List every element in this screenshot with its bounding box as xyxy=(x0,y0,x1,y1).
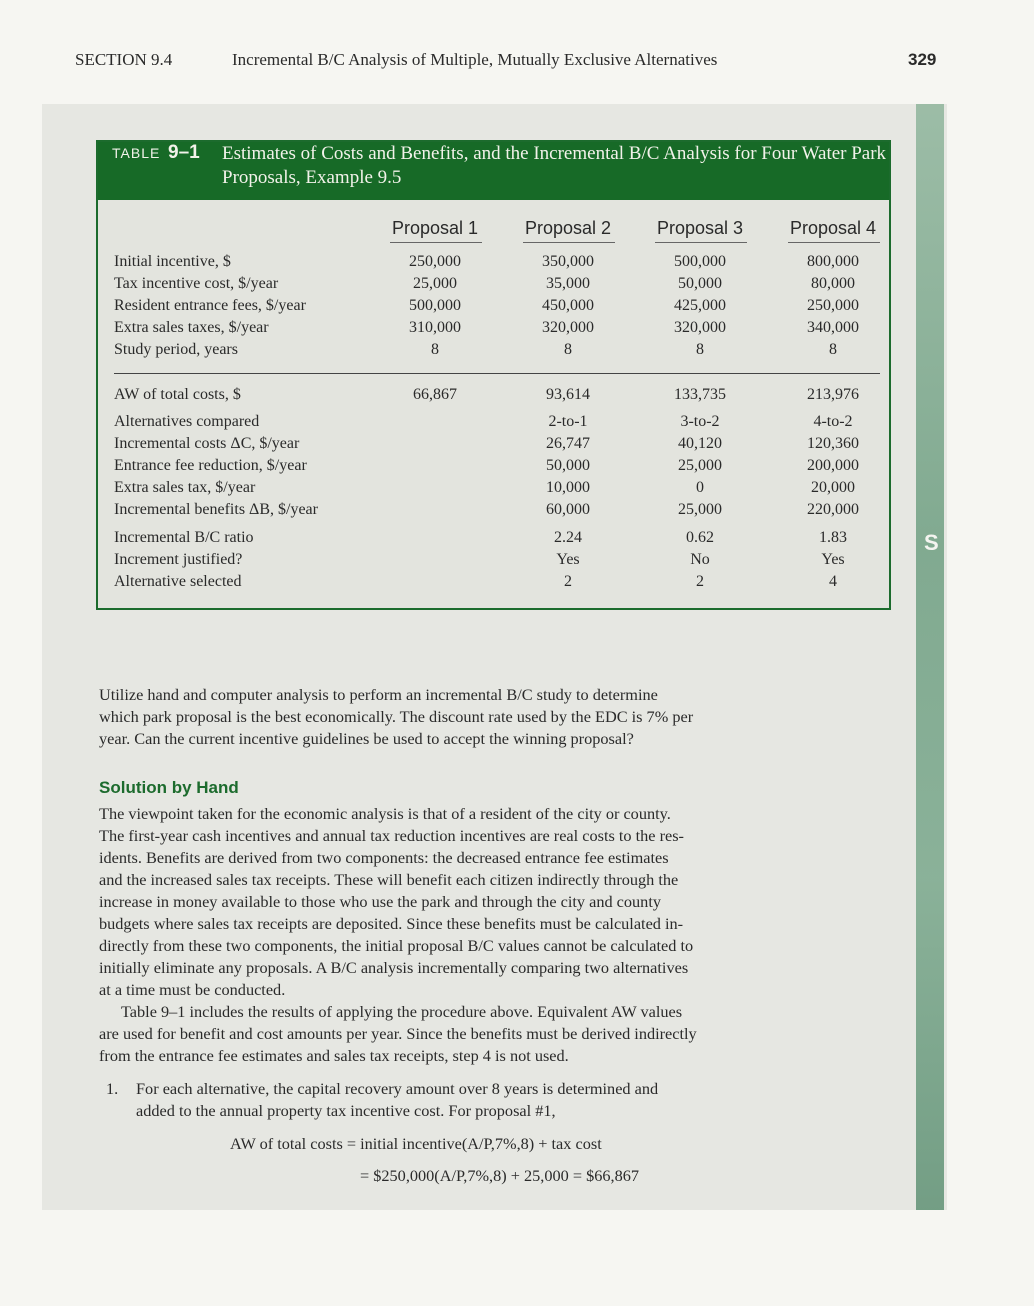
text-line: at a time must be conducted. xyxy=(99,980,286,999)
row-label: AW of total costs, $ xyxy=(114,386,241,403)
table-cell: 50,000 xyxy=(546,457,590,474)
problem-statement xyxy=(99,684,751,750)
column-header: Proposal 4 xyxy=(789,218,877,238)
running-title: Incremental B/C Analysis of Multiple, Mutually Exclusive Alternatives xyxy=(232,50,718,69)
header-underline xyxy=(523,242,615,243)
header-underline xyxy=(655,242,747,243)
row-label: Increment justified? xyxy=(114,551,243,568)
table-cell: 8 xyxy=(564,341,572,358)
table-cell: 500,000 xyxy=(409,297,461,314)
section-label: SECTION 9.4 xyxy=(75,50,173,69)
table-row xyxy=(98,253,889,275)
column-header: Proposal 2 xyxy=(524,218,612,238)
table-cell: 2.24 xyxy=(554,529,582,546)
row-label: Initial incentive, $ xyxy=(114,253,231,270)
table-cell: 3-to-2 xyxy=(680,413,720,430)
table-cell: 1.83 xyxy=(819,529,847,546)
table-cell: 2 xyxy=(696,573,704,590)
column-headers xyxy=(98,218,889,242)
table-cell: 310,000 xyxy=(409,319,461,336)
text-line: The viewpoint taken for the economic analysis is that of a resident of the city or county. xyxy=(99,804,671,823)
table-cell: 213,976 xyxy=(807,386,859,403)
table-cell: 50,000 xyxy=(678,275,722,292)
text-line: The first-year cash incentives and annual tax reduction incentives are real costs to the res- xyxy=(99,826,684,845)
row-label: Alternative selected xyxy=(114,573,242,590)
table-cell: 80,000 xyxy=(811,275,855,292)
text-line: added to the annual property tax incentive cost. For proposal #1, xyxy=(136,1101,556,1120)
solution-paragraph-2 xyxy=(99,1001,751,1067)
table-cell: 450,000 xyxy=(542,297,594,314)
table-cell: 320,000 xyxy=(674,319,726,336)
step-number: 1. xyxy=(106,1079,119,1098)
table-cell: Yes xyxy=(821,551,845,568)
text-line: are used for benefit and cost amounts per year. Since the benefits must be derived indirectly xyxy=(99,1024,697,1043)
row-label: Resident entrance fees, $/year xyxy=(114,297,306,314)
table-cell: 35,000 xyxy=(546,275,590,292)
table-cell: 25,000 xyxy=(678,457,722,474)
column-header: Proposal 3 xyxy=(656,218,744,238)
table-cell: 60,000 xyxy=(546,501,590,518)
table-cell: 10,000 xyxy=(546,479,590,496)
table-cell: 2 xyxy=(564,573,572,590)
row-label: Study period, years xyxy=(114,341,238,358)
text-line: initially eliminate any proposals. A B/C analysis incrementally comparing two alternatives xyxy=(99,958,689,977)
table-row xyxy=(98,275,889,297)
row-label: Entrance fee reduction, $/year xyxy=(114,457,307,474)
table-cell: No xyxy=(690,551,710,568)
text-line: For each alternative, the capital recovery amount over 8 years is determined and xyxy=(136,1079,659,1098)
column-header: Proposal 1 xyxy=(391,218,479,238)
table-cell: 25,000 xyxy=(413,275,457,292)
table-cell: 800,000 xyxy=(807,253,859,270)
table-cell: 200,000 xyxy=(807,457,859,474)
table-9-1 xyxy=(96,140,891,610)
table-cell: 350,000 xyxy=(542,253,594,270)
solution-heading: Solution by Hand xyxy=(99,778,239,797)
table-row xyxy=(98,529,889,551)
text-line: which park proposal is the best economically. The discount rate used by the EDC is 7% per xyxy=(99,707,694,726)
table-row xyxy=(98,319,889,341)
row-label: Incremental costs ΔC, $/year xyxy=(114,435,300,452)
page-number: 329 xyxy=(908,50,937,69)
table-row xyxy=(98,573,889,595)
row-label: Extra sales taxes, $/year xyxy=(114,319,269,336)
text-line: from the entrance fee estimates and sales tax receipts, step 4 is not used. xyxy=(99,1046,569,1065)
row-label: Extra sales tax, $/year xyxy=(114,479,256,496)
table-row xyxy=(98,341,889,363)
table-cell: 250,000 xyxy=(409,253,461,270)
text-line: and the increased sales tax receipts. These will benefit each citizen indirectly through the xyxy=(99,870,679,889)
running-header xyxy=(0,50,1034,74)
table-cell: 425,000 xyxy=(674,297,726,314)
table-cell: 40,120 xyxy=(678,435,722,452)
text-line: directly from these two components, the initial proposal B/C values cannot be calculated to xyxy=(99,936,694,955)
section-divider xyxy=(114,373,880,374)
row-label: Incremental benefits ΔB, $/year xyxy=(114,501,318,518)
header-underline xyxy=(390,242,482,243)
step-text xyxy=(136,1078,750,1122)
text-line: budgets where sales tax receipts are deposited. Since these benefits must be calculated in- xyxy=(99,914,684,933)
table-cell: 8 xyxy=(829,341,837,358)
table-number: 9–1 xyxy=(168,142,200,163)
table-row xyxy=(98,297,889,319)
table-label: TABLE xyxy=(112,145,161,161)
solution-paragraph-1 xyxy=(99,803,751,1001)
text-line: increase in money available to those who use the park and through the city and county xyxy=(99,892,661,911)
table-cell: 133,735 xyxy=(674,386,726,403)
table-cell: 320,000 xyxy=(542,319,594,336)
table-caption-bar xyxy=(98,142,889,200)
table-cell: 2-to-1 xyxy=(548,413,588,430)
table-cell: 93,614 xyxy=(546,386,590,403)
row-label: Tax incentive cost, $/year xyxy=(114,275,279,292)
table-cell: 8 xyxy=(431,341,439,358)
table-cell: 4 xyxy=(829,573,837,590)
row-label: Alternatives compared xyxy=(114,413,260,430)
table-cell: 0 xyxy=(696,479,704,496)
header-underline xyxy=(788,242,880,243)
table-caption: Estimates of Costs and Benefits, and the Incremental B/C Analysis for Four Water Park Proposals, Example 9.5 xyxy=(222,143,887,188)
text-line: Table 9–1 includes the results of applying the procedure above. Equivalent AW values xyxy=(121,1002,683,1021)
table-cell: 8 xyxy=(696,341,704,358)
step-1 xyxy=(100,1078,752,1122)
table-row xyxy=(98,501,889,523)
table-cell: 0.62 xyxy=(686,529,714,546)
table-cell: 220,000 xyxy=(807,501,859,518)
equation-line-2: = $250,000(A/P,7%,8) + 25,000 = $66,867 xyxy=(360,1166,639,1185)
table-row xyxy=(98,551,889,573)
table-cell: 250,000 xyxy=(807,297,859,314)
table-cell: 120,360 xyxy=(807,435,859,452)
table-row xyxy=(98,386,889,408)
edge-glyph: S xyxy=(924,530,939,555)
table-cell: 340,000 xyxy=(807,319,859,336)
text-line: year. Can the current incentive guidelines be used to accept the winning proposal? xyxy=(99,729,634,748)
text-line: Utilize hand and computer analysis to perform an incremental B/C study to determine xyxy=(99,685,658,704)
equation-line-1: AW of total costs = initial incentive(A/P,7%,8) + tax cost xyxy=(230,1134,602,1153)
table-row xyxy=(98,435,889,457)
table-row xyxy=(98,479,889,501)
table-cell: 25,000 xyxy=(678,501,722,518)
table-row xyxy=(98,413,889,435)
table-cell: 66,867 xyxy=(413,386,457,403)
table-cell: 26,747 xyxy=(546,435,590,452)
text-line: idents. Benefits are derived from two components: the decreased entrance fee estimates xyxy=(99,848,669,867)
table-row xyxy=(98,457,889,479)
table-cell: Yes xyxy=(556,551,580,568)
row-label: Incremental B/C ratio xyxy=(114,529,254,546)
table-cell: 20,000 xyxy=(811,479,855,496)
table-cell: 4-to-2 xyxy=(813,413,853,430)
page-edge-strip xyxy=(916,104,944,1210)
table-cell: 500,000 xyxy=(674,253,726,270)
